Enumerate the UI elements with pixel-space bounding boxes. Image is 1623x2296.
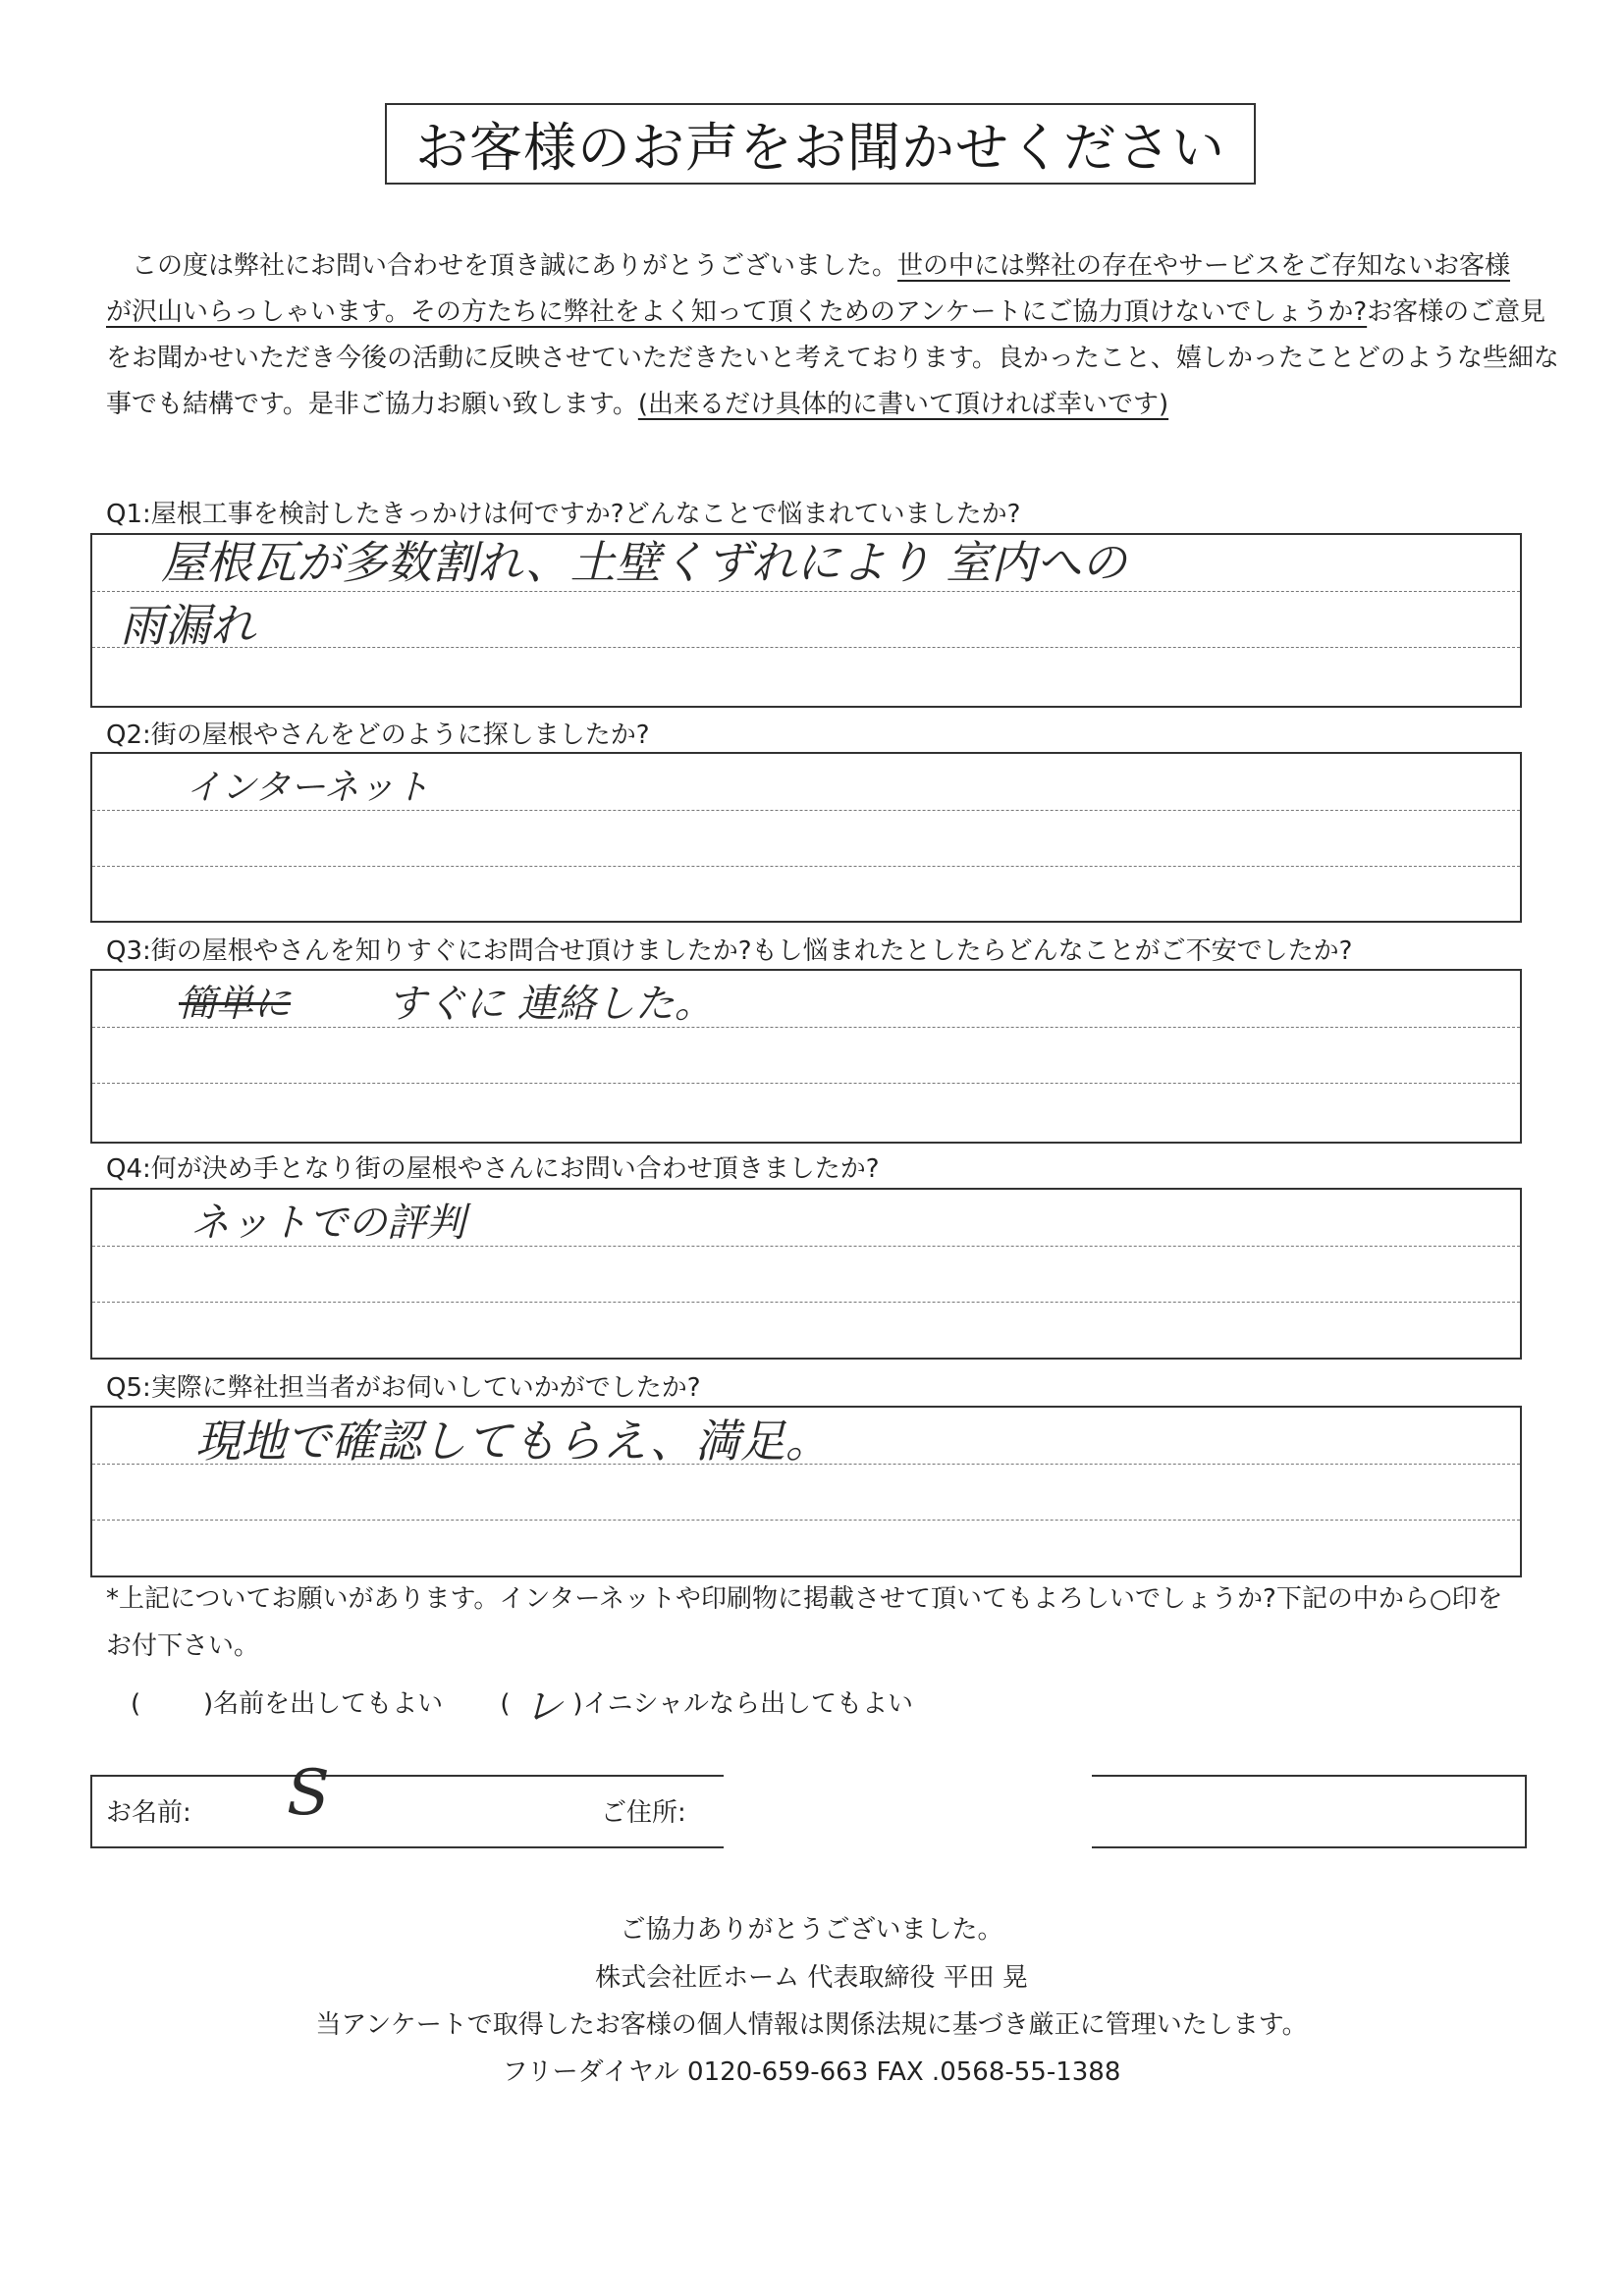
- consent-options: [131, 1683, 914, 1730]
- consent-note-line-1: *上記についてお願いがあります。インターネットや印刷物に掲載させて頂いてもよろしいでしょうか?下記の中から○印を: [106, 1584, 1503, 1614]
- checkmark-icon: レ: [523, 1684, 564, 1730]
- question-2-answer-line-1: インターネット: [186, 768, 430, 808]
- question-3-answer-struck: 簡単に: [179, 982, 292, 1025]
- footer-contact: フリーダイヤル 0120-659-663 FAX .0568-55-1388: [502, 2057, 1121, 2087]
- answer-guide-line: [92, 1027, 1520, 1028]
- option-initial-ok[interactable]: [500, 1683, 914, 1730]
- footer-privacy: 当アンケートで取得したお客様の個人情報は関係法規に基づき厳正に管理いたします。: [315, 2010, 1308, 2040]
- question-2-answer-box[interactable]: [90, 752, 1522, 923]
- question-1-answer-box[interactable]: [90, 533, 1522, 708]
- intro-line-2: [106, 290, 1546, 336]
- intro-line-4-underlined: (出来るだけ具体的に書いて頂ければ幸いです): [637, 390, 1169, 419]
- intro-line-1: [106, 243, 1520, 290]
- option-initial-ok-label: )イニシャルなら出してもよい: [572, 1689, 914, 1719]
- question-5-answer-box[interactable]: [90, 1406, 1522, 1577]
- option-name-ok[interactable]: [131, 1683, 443, 1720]
- option-name-ok-label: )名前を出してもよい: [203, 1689, 444, 1719]
- question-3-answer-box[interactable]: [90, 969, 1522, 1144]
- name-value: S: [287, 1757, 330, 1830]
- question-3-answer-line-1: すぐに 連絡した。: [387, 982, 714, 1027]
- answer-guide-line: [92, 1083, 1520, 1084]
- answer-guide-line: [92, 866, 1520, 867]
- question-1-answer-line-1: 屋根瓦が多数割れ、土壁くずれにより 室内への: [161, 536, 1127, 589]
- question-5-label: Q5:実際に弊社担当者がお伺いしていかがでしたか?: [106, 1373, 701, 1403]
- question-3-label: Q3:街の屋根やさんを知りすぐにお問合せ頂けましたか?もし悩まれたとしたらどんなことがご不安でしたか?: [106, 936, 1353, 966]
- consent-note: [106, 1575, 1530, 1670]
- intro-line-2-plain: お客様のご意見: [1367, 297, 1546, 327]
- intro-line-1-plain: この度は弊社にお問い合わせを頂き誠にありがとうございました。: [132, 251, 898, 281]
- intro-line-4-plain: 事でも結構です。是非ご協力お願い致します。: [106, 390, 638, 419]
- intro-paragraph: [106, 243, 1559, 428]
- question-5-answer-line-1: 現地で確認してもらえ、満足。: [195, 1415, 831, 1468]
- answer-guide-line: [92, 810, 1520, 811]
- question-1-label: Q1:屋根工事を検討したきっかけは何ですか?どんなことで悩まれていましたか?: [106, 500, 1021, 529]
- option-name-ok-parenthesis: (: [131, 1689, 141, 1719]
- question-4-label: Q4:何が決め手となり街の屋根やさんにお問い合わせ頂きましたか?: [106, 1154, 880, 1184]
- footer-thanks: ご協力ありがとうございました。: [620, 1915, 1003, 1945]
- answer-guide-line: [92, 1520, 1520, 1521]
- intro-line-1-underlined: 世の中には弊社の存在やサービスをご存知ないお客様: [897, 251, 1511, 281]
- address-field-box[interactable]: [1092, 1775, 1527, 1848]
- question-2-label: Q2:街の屋根やさんをどのように探しましたか?: [106, 721, 650, 750]
- footer-company: 株式会社匠ホーム 代表取締役 平田 晃: [595, 1963, 1028, 1993]
- question-4-answer-box[interactable]: [90, 1188, 1522, 1360]
- name-label: お名前:: [106, 1798, 191, 1828]
- page-title: お客様のお声をお聞かせください: [385, 103, 1256, 185]
- address-label: ご住所:: [601, 1798, 686, 1828]
- question-1-answer-line-2: 雨漏れ: [120, 599, 255, 652]
- question-4-answer-line-1: ネットでの評判: [190, 1201, 465, 1246]
- intro-line-3: をお聞かせいただき今後の活動に反映させていただきたいと考えております。良かったこと、嬉しかったことどのような些細な: [106, 344, 1559, 373]
- consent-note-line-2: お付下さい。: [106, 1631, 260, 1661]
- answer-guide-line: [92, 1302, 1520, 1303]
- option-initial-ok-parenthesis: (: [500, 1689, 511, 1719]
- intro-line-4: [106, 382, 1520, 428]
- answer-guide-line: [92, 647, 1520, 648]
- intro-line-2-underlined: が沢山いらっしゃいます。その方たちに弊社をよく知って頂くためのアンケートにご協力頂けないでしょうか?: [106, 297, 1368, 327]
